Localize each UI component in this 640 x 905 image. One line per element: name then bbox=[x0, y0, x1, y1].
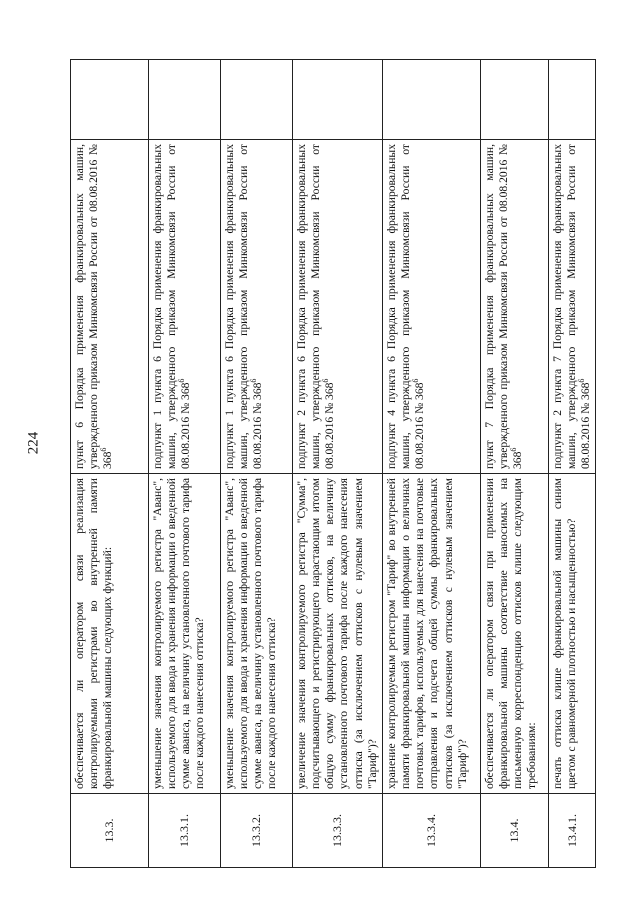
blank-cell bbox=[481, 60, 549, 140]
item-number: 13.4.1. bbox=[549, 794, 596, 868]
item-number: 13.3.2. bbox=[221, 794, 293, 868]
table-row bbox=[221, 60, 293, 868]
reference-text: подпункт 2 пункта 6 Порядка применения франкировальных машин, утвержденного приказом Минкомсвязи России от 08.08.2016 № 368 bbox=[295, 144, 337, 469]
table-row bbox=[481, 60, 549, 868]
blank-cell bbox=[149, 60, 221, 140]
footnote-marker: 6 bbox=[509, 447, 519, 452]
legal-reference bbox=[293, 140, 383, 474]
footnote-marker: 6 bbox=[177, 378, 187, 383]
reference-text: подпункт 2 пункта 7 Порядка применения франкировальных машин, утвержденного приказом Минкомсвязи России от 08.08.2016 № 368 bbox=[551, 144, 593, 469]
blank-cell bbox=[383, 60, 481, 140]
blank-cell bbox=[293, 60, 383, 140]
footnote-marker: 6 bbox=[249, 378, 259, 383]
question-text: уменьшение значения контролируемого регистра "Аванс", используемого для ввода и хранения информации о введенной сумме аванса, на величину установленного почтового тарифа после каждого нанесения оттиска? bbox=[221, 474, 293, 794]
question-text: хранение контролируемым регистром "Тариф" во внутренней памяти франкировальной машины информации о величинах почтовых тарифов, используемых для нанесения на почтовые отправления и подсчета общей суммы франкировальных оттисков (за исключением оттисков с нулевым значением "Тариф")? bbox=[383, 474, 481, 794]
legal-reference bbox=[71, 140, 149, 474]
blank-cell bbox=[549, 60, 596, 140]
legal-reference bbox=[383, 140, 481, 474]
table-row bbox=[549, 60, 596, 868]
item-number: 13.3. bbox=[71, 794, 149, 868]
footnote-marker: 6 bbox=[411, 378, 421, 383]
rotated-table-wrapper bbox=[70, 60, 593, 868]
question-text: обеспечивается ли оператором связи при применении франкировальной машины соответствие наносимых на письменную корреспонденцию оттисков клише следующим требованиям: bbox=[481, 474, 549, 794]
footnote-marker: 6 bbox=[99, 447, 109, 452]
item-number: 13.3.3. bbox=[293, 794, 383, 868]
question-text: уменьшение значения контролируемого регистра "Аванс", используемого для ввода и хранения информации о введенной сумме аванса, на величину установленного почтового тарифа после каждого нанесения оттиска? bbox=[149, 474, 221, 794]
page-number: 224 bbox=[25, 431, 42, 455]
question-text: печать оттиска клише франкировальной машины синим цветом с равномерной плотностью и насыщенностью? bbox=[549, 474, 596, 794]
table-row bbox=[71, 60, 149, 868]
blank-cell bbox=[71, 60, 149, 140]
item-number: 13.3.4. bbox=[383, 794, 481, 868]
legal-reference bbox=[549, 140, 596, 474]
requirements-table bbox=[70, 59, 596, 868]
item-number: 13.3.1. bbox=[149, 794, 221, 868]
footnote-marker: 6 bbox=[577, 378, 587, 383]
reference-text: подпункт 4 пункта 6 Порядка применения франкировальных машин, утвержденного приказом Минкомсвязи России от 08.08.2016 № 368 bbox=[385, 144, 427, 469]
footnote-marker: 6 bbox=[321, 378, 331, 383]
reference-text: подпункт 1 пункта 6 Порядка применения франкировальных машин, утвержденного приказом Минкомсвязи России от 08.08.2016 № 368 bbox=[151, 144, 193, 469]
question-text: увеличение значения контролируемого регистра "Сумма", подсчитывающего и регистрирующего нарастающим итогом общую сумму франкировальных оттисков, на величину установленного почтового тарифа после каждого нанесения оттиска (за исключением оттисков с нулевым значением "Тариф")? bbox=[293, 474, 383, 794]
reference-text: пункт 7 Порядка применения франкировальных машин, утвержденного приказом Минкомсвязи России от 08.08.2016 № 368 bbox=[483, 144, 525, 469]
question-text: обеспечивается ли оператором связи реализация контролируемыми регистрами во внутренней памяти франкировальной машины следующих функций: bbox=[71, 474, 149, 794]
table-row bbox=[149, 60, 221, 868]
legal-reference bbox=[221, 140, 293, 474]
blank-cell bbox=[221, 60, 293, 140]
table-row bbox=[383, 60, 481, 868]
legal-reference bbox=[481, 140, 549, 474]
reference-text: подпункт 1 пункта 6 Порядка применения франкировальных машин, утвержденного приказом Минкомсвязи России от 08.08.2016 № 368 bbox=[223, 144, 265, 469]
table-row bbox=[293, 60, 383, 868]
item-number: 13.4. bbox=[481, 794, 549, 868]
reference-text: пункт 6 Порядка применения франкировальных машин, утвержденного приказом Минкомсвязи России от 08.08.2016 № 368 bbox=[73, 144, 115, 469]
legal-reference bbox=[149, 140, 221, 474]
